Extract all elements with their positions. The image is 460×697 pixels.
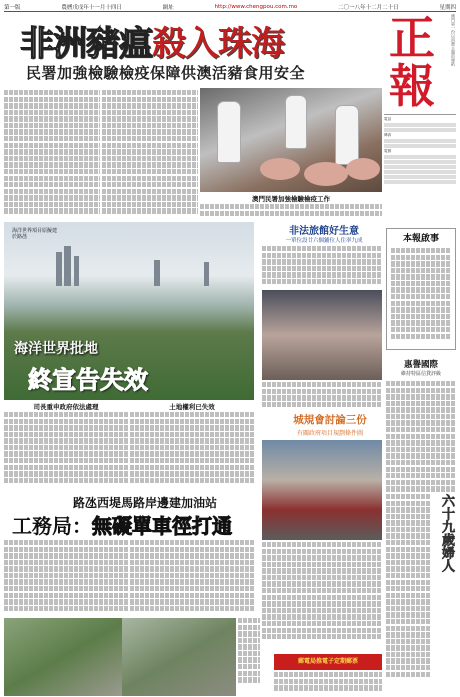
lead-headline — [20, 16, 380, 64]
urban-photo — [262, 440, 382, 540]
road-sub-part1: 工務局： — [12, 514, 92, 538]
masthead-logo-top: 正 — [389, 11, 435, 65]
seaworld-body-col2 — [130, 412, 254, 488]
info-phone: 電話 — [384, 117, 392, 121]
hotel-subheadline: 一單位設廿六個鋪位人住率九成 — [285, 238, 363, 244]
promo-box — [386, 358, 456, 501]
notice-box — [386, 228, 456, 350]
promo-title: 惠譽國際 — [403, 360, 438, 370]
road-body-col2 — [130, 540, 254, 616]
road-subheadline — [12, 510, 262, 539]
urban-body — [262, 542, 382, 650]
hotel-body — [262, 246, 382, 288]
road-sub-part2: 無礙單車徑打通 — [92, 514, 232, 538]
road-headline: 路氹西堤馬路岸邊建加油站 — [72, 496, 217, 510]
road-body-col1 — [4, 540, 128, 616]
seaworld-subhead2: 土地權利已失效 — [169, 403, 215, 411]
masthead-logo-bottom: 報 — [389, 59, 435, 113]
lead-subheadline: 民署加強檢驗檢疫保障供澳活豬食用安全 — [26, 64, 306, 82]
stamp-body — [274, 672, 382, 694]
lead-photo-text — [200, 204, 382, 218]
hotel-headline: 非法旅館好生意 — [289, 226, 359, 237]
hotel-body-2 — [262, 382, 382, 408]
seaworld-subhead1: 司長重申政府依法處理 — [33, 403, 99, 411]
hotel-photo — [262, 290, 382, 380]
lunar-date: 農曆戊戌年十一月十四日 — [61, 4, 122, 11]
side-body — [386, 494, 430, 692]
info-email: 電郵 — [384, 149, 392, 153]
road-photo-left — [4, 618, 122, 696]
info-fax: 傳真 — [384, 133, 392, 137]
weekday: 星期四 — [439, 4, 456, 11]
urban-subheadline: 有關政府項目規劃條件圖 — [296, 430, 363, 437]
info-box — [384, 114, 456, 224]
gregorian-date: 二〇一八年十二月二十日 — [338, 4, 399, 11]
website-link[interactable]: http://www.chengpou.com.mo — [214, 3, 298, 10]
promo-subtitle: 維持特區信貸評級 — [400, 371, 441, 377]
masthead-tagline: 澳門第一份以消費主題的報紙 — [451, 14, 456, 66]
seaworld-headline-line1: 海洋世界批地 — [14, 341, 98, 357]
notice-title: 本報啟事 — [402, 234, 439, 244]
promo-body — [386, 381, 456, 501]
url-label: 網址 — [162, 4, 174, 11]
road-photo-right — [122, 618, 236, 696]
lead-headline-part1: 非洲豬瘟 — [20, 24, 152, 64]
road-photo-caption — [238, 618, 260, 694]
lead-body-col2 — [102, 90, 198, 218]
notice-body — [391, 248, 451, 348]
side-vertical-headline: 六十九歲婦人 — [439, 494, 454, 572]
seaworld-headline-line2: 終宣告失效 — [28, 365, 148, 394]
lead-photo-caption: 澳門民署加強檢驗檢疫工作 — [252, 195, 330, 203]
seaworld-photo — [4, 222, 254, 400]
section-label: 第一版 — [4, 4, 21, 11]
stamp-banner: 郵電局推電子定期郵票 — [274, 654, 382, 670]
lead-headline-part2: 殺入珠海 — [152, 24, 284, 64]
lead-body-col1 — [4, 90, 100, 218]
seaworld-photo-tag: 海洋世界項目原擬建於路氹 — [12, 228, 58, 240]
seaworld-body-col1 — [4, 412, 128, 488]
urban-headline: 城規會討論三份 — [293, 414, 367, 426]
lead-photo — [200, 88, 382, 192]
